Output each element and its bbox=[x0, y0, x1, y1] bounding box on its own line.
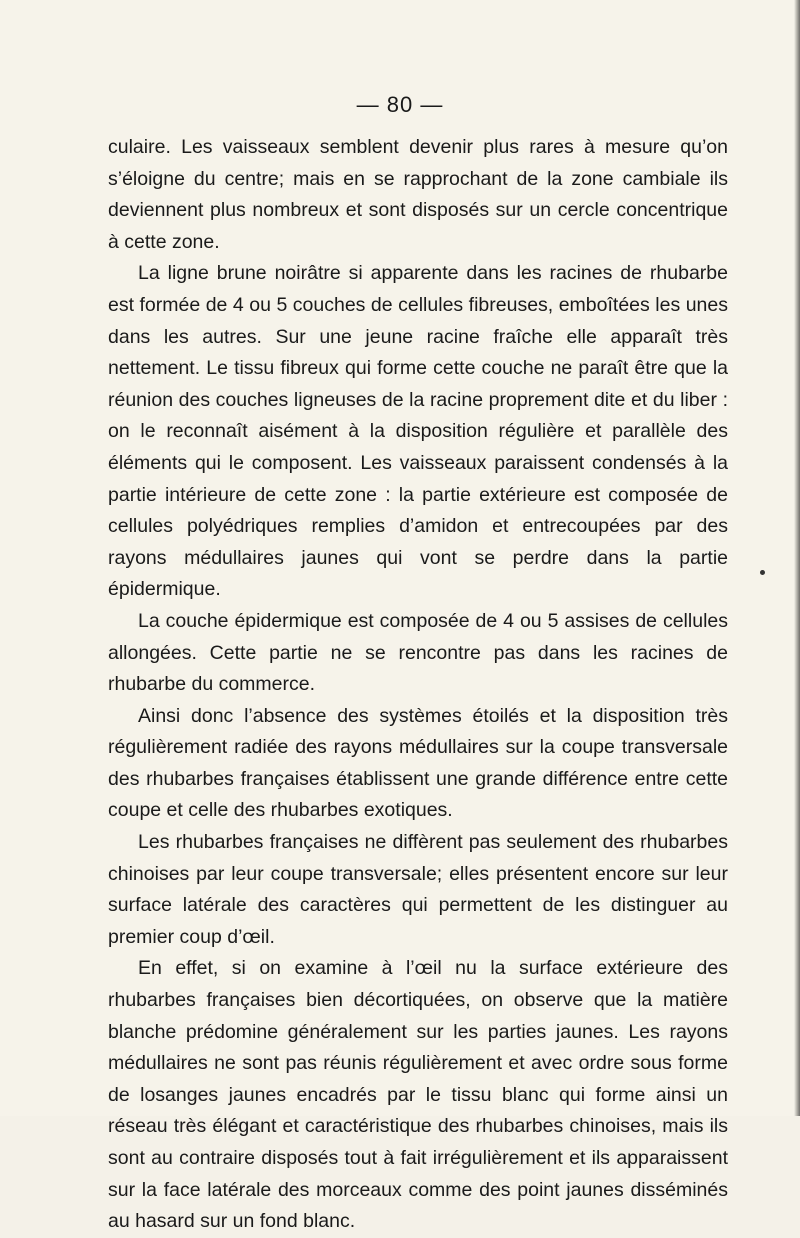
paragraph-6: En effet, si on examine à l’œil nu la surface extérieure des rhubarbes françaises bien décortiquées, on observe que la matière blanche prédomine généralement sur les parties jaunes. Les rayons médullaires ne sont pas réunis régulièrement et avec ordre sous forme de losanges jaunes encadrés par le tissu blanc qui forme ainsi un réseau très élégant et caractéristique des rhubarbes chinoises, mais ils sont au contraire disposés tout à fait irrégulièrement et ils apparaissent sur la face latérale des morceaux comme des point jaunes disséminés au hasard sur un fond blanc. bbox=[108, 957, 728, 1233]
page-number: — 80 — bbox=[356, 92, 444, 117]
page-edge-shadow bbox=[794, 0, 800, 1116]
paragraph-2: La ligne brune noirâtre si apparente dans les racines de rhubarbe est formée de 4 ou 5 couches de cellules fibreuses, emboîtées les unes dans les autres. Sur une jeune racine fraîche elle apparaît très nettement. Le tissu fibreux qui forme cette couche ne paraît être que la réunion des couches ligneuses de la racine proprement dite et du liber : on le reconnaît aisément à la disposition régulière et parallèle des éléments qui le composent. Les vaisseaux paraissent condensés à la partie intérieure de cette zone : la partie extérieure est composée de cellules polyédriques remplies d’amidon et entrecoupées par des rayons médullaires jaunes qui vont se perdre dans la partie épidermique. bbox=[108, 262, 728, 601]
paragraph-3: La couche épidermique est composée de 4 ou 5 assises de cellules allongées. Cette partie ne se rencontre pas dans les racines de rhubarbe du commerce. bbox=[108, 609, 728, 696]
paragraph-5: Les rhubarbes françaises ne diffèrent pas seulement des rhubarbes chinoises par leur coupe transversale; elles présentent encore sur leur surface latérale des caractères qui permettent de les distinguer au premier coup d’œil. bbox=[108, 831, 728, 948]
paragraph-1: culaire. Les vaisseaux semblent devenir plus rares à mesure qu’on s’éloigne du centre; mais en se rapprochant de la zone cambiale ils deviennent plus nombreux et sont disposés sur un cercle concentrique à cette zone. bbox=[108, 136, 728, 253]
ink-speck bbox=[760, 570, 765, 575]
paragraph-4: Ainsi donc l’absence des systèmes étoilés et la disposition très régulièrement radiée des rayons médullaires sur la coupe transversale des rhubarbes françaises établissent une grande différence entre cette coupe et celle des rhubarbes exotiques. bbox=[108, 704, 728, 822]
body-text bbox=[108, 132, 728, 1238]
